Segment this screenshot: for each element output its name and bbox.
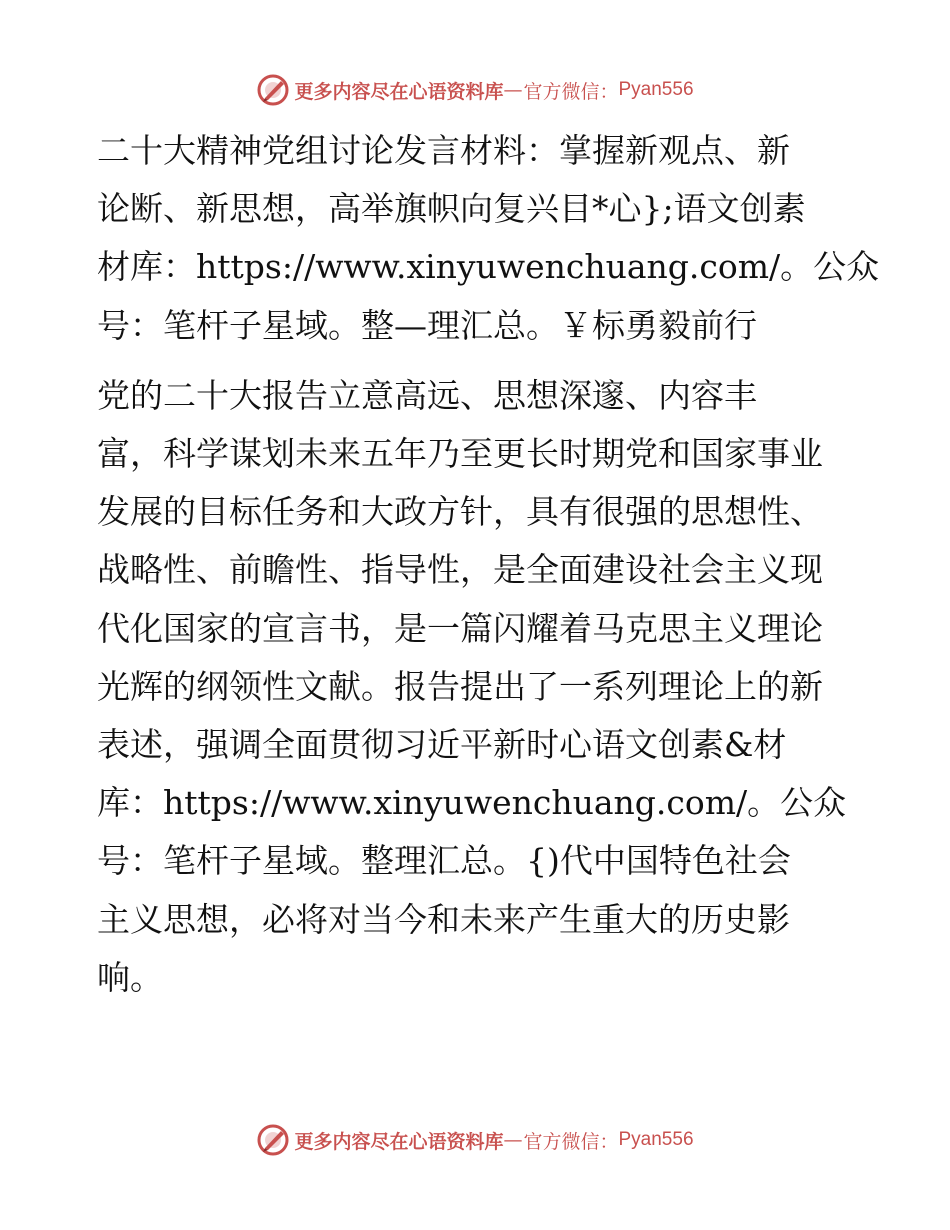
text-line: 二十大精神党组讨论发言材料：掌握新观点、新 bbox=[97, 131, 790, 170]
banner-handle: Pyan556 bbox=[618, 1129, 694, 1150]
text-line: 发展的目标任务和大政方针，具有很强的思想性、 bbox=[97, 492, 823, 532]
text-line: 光辉的纲领性文献。报告提出了一系列理论上的新 bbox=[97, 666, 823, 706]
text-line: 表述，强调全面贯彻习近平新时心语文创素&材 bbox=[97, 725, 787, 765]
paragraph-1 bbox=[97, 122, 880, 355]
footer-banner bbox=[0, 1120, 950, 1160]
text-line: 代化国家的宣言书，是一篇闪耀着马克思主义理论 bbox=[97, 608, 823, 648]
text-line: 库：https://www.xinyuwenchuang.com/。公众 bbox=[97, 783, 847, 823]
banner-dash: — bbox=[503, 1129, 524, 1151]
text-line: 号：笔杆子星域。整—理汇总。￥标勇毅前行 bbox=[97, 305, 757, 345]
text-line: 响。 bbox=[97, 957, 163, 997]
pen-logo-icon bbox=[256, 1123, 290, 1157]
header-banner bbox=[0, 70, 950, 110]
banner-main-text: 更多内容尽在心语资料库 bbox=[294, 80, 504, 103]
document-body bbox=[97, 122, 880, 1007]
banner-handle: Pyan556 bbox=[618, 79, 694, 100]
text-line: 战略性、前瞻性、指导性，是全面建设社会主义现 bbox=[97, 550, 823, 590]
text-line: 主义思想，必将对当今和未来产生重大的历史影 bbox=[97, 899, 790, 939]
banner-main-text: 更多内容尽在心语资料库 bbox=[294, 1130, 504, 1153]
text-line: 党的二十大报告立意高远、思想深邃、内容丰 bbox=[97, 375, 757, 415]
text-line: 论断、新思想，高举旗帜向复兴目*心};语文创素 bbox=[97, 189, 806, 229]
text-line: 号：笔杆子星域。整理汇总。{)代中国特色社会 bbox=[97, 841, 791, 881]
text-line: 材库：https://www.xinyuwenchuang.com/。公众 bbox=[97, 247, 880, 287]
paragraph-gap bbox=[97, 355, 857, 367]
text-line: 富，科学谋划未来五年乃至更长时期党和国家事业 bbox=[97, 434, 823, 474]
banner-sub-text: 官方微信： bbox=[523, 1130, 619, 1153]
pen-logo-icon bbox=[256, 73, 290, 107]
banner-dash: — bbox=[503, 79, 524, 101]
banner-sub-text: 官方微信： bbox=[523, 80, 619, 103]
paragraph-2 bbox=[97, 367, 857, 1007]
